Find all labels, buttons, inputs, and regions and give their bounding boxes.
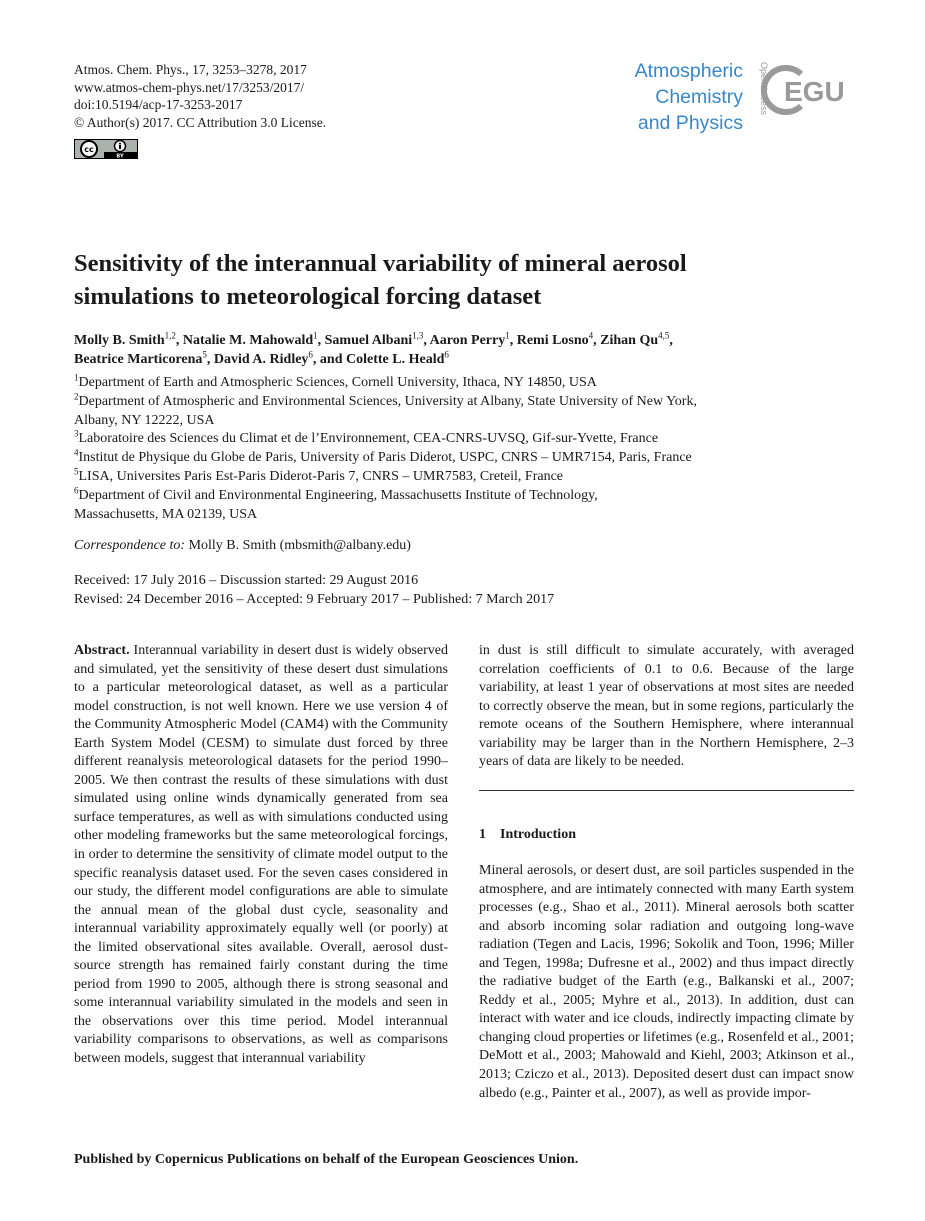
affiliation-1 [74, 374, 864, 393]
author-separator: , [423, 333, 430, 348]
author-name: Molly B. Smith [74, 333, 165, 348]
author-affil-sup: 6 [444, 349, 449, 360]
affiliation-number: 4 [74, 447, 79, 458]
author-line1 [74, 331, 864, 350]
author-name: Zihan Qu [600, 333, 659, 348]
affiliation-number: 3 [74, 428, 79, 439]
author-name: Samuel Albani [324, 333, 413, 348]
egu-text: EGU [784, 76, 845, 107]
abstract-text: Interannual variability in desert dust is widely observed and simulated, yet the sensitivity of these desert dust simulations to a particular meteorological dataset, as well as a particular model construction, is not well known. Here we use version 4 of the Community Atmospheric Model (CAM4) with the Community Earth System Model (CESM) to simulate dust forced by three different reanalysis meteorological datasets for the period 1990–2005. We then contrast the results of these simulations with dust simulated using online winds dynamically generated from sea surface temperatures, as well as with simulations conducted using other modeling frameworks but the same meteorological forcings, in order to determine the sensitivity of climate model output to the specific reanalysis dataset used. For the seven cases considered in our study, the different model configurations are able to simulate the annual mean of the global dust cycle, seasonality and interannual variability approximately equally well (or poorly) at the limited observational sites available. Overall, aerosol dust-source strength has remained fairly constant during the time period from 1990 to 2005, although there is strong seasonal and some interannual variability simulated in the models and seen in the observations over this time period. Model interannual variability comparisons to observations, as well as comparisons between models, suggest that interannual variability [74, 643, 448, 1067]
abstract [74, 642, 448, 1069]
author-name: David A. Ridley [213, 352, 309, 367]
citation-block [74, 61, 326, 131]
publisher-footer: Published by Copernicus Publications on behalf of the European Geosciences Union. [74, 1152, 579, 1167]
author-name: Beatrice Marticorena [74, 352, 203, 367]
dates-line1: Received: 17 July 2016 – Discussion started: 29 August 2016 [74, 573, 419, 588]
affiliation-number: 5 [74, 466, 79, 477]
citation-journal: Atmos. Chem. Phys., 17, 3253–3278, 2017 [74, 62, 307, 77]
affiliation-2-cont: Albany, NY 12222, USA [74, 412, 215, 428]
title-line2: simulations to meteorological forcing dataset [74, 283, 542, 310]
affiliation-3 [74, 430, 864, 449]
affiliation-text: Institut de Physique du Globe de Paris, University of Paris Diderot, USPC, CNRS – UMR7154, Paris, France [78, 450, 692, 466]
affiliation-5 [74, 468, 864, 487]
author-affil-sup: 1,2 [164, 330, 176, 341]
author-name: Aaron Perry [429, 333, 506, 348]
author-separator: , [593, 333, 601, 348]
affiliation-2 [74, 393, 864, 412]
section-divider [479, 790, 854, 791]
cc-badge-label: cc [84, 145, 94, 154]
egu-logo-icon[interactable] [770, 60, 856, 120]
author-affil-sup: 1 [313, 330, 318, 341]
affiliation-6 [74, 487, 864, 506]
paper-title [74, 247, 854, 313]
section-title: Introduction [500, 827, 576, 842]
abstract-paragraph [74, 642, 448, 1069]
publication-dates [74, 572, 554, 609]
author-affil-sup: 5 [202, 349, 207, 360]
correspondence-label: Correspondence to: [74, 538, 186, 553]
journal-name-line3: and Physics [637, 112, 743, 134]
citation-url[interactable]: www.atmos-chem-phys.net/17/3253/2017/ [74, 79, 305, 95]
section-number: 1 [479, 827, 486, 842]
journal-name-line1: Atmospheric [634, 60, 743, 82]
cc-by-license-icon[interactable] [74, 139, 138, 159]
journal-name[interactable] [635, 58, 743, 136]
dates-line2: Revised: 24 December 2016 – Accepted: 9 February 2017 – Published: 7 March 2017 [74, 591, 555, 607]
affiliation-6-cont: Massachusetts, MA 02139, USA [74, 506, 258, 522]
author-name: Remi Losno [516, 333, 589, 348]
affiliation-text: Department of Atmospheric and Environmental Sciences, University at Albany, State University of New York, [78, 393, 697, 409]
author-affil-sup: 1,3 [412, 330, 424, 341]
author-separator: , [509, 333, 517, 348]
abstract-label: Abstract. [74, 643, 130, 658]
journal-name-line2: Chemistry [655, 86, 743, 108]
author-affil-sup: 1 [505, 330, 510, 341]
affiliation-number: 1 [74, 372, 79, 383]
author-separator: , [175, 333, 183, 348]
abstract-continued-text: in dust is still difficult to simulate accurately, with averaged correlation coefficients of 0.1 to 0.6. Because of the large variability, at least 1 year of observations at most sites are needed to correctly observe the mean, but in some regions, particularly the remote oceans of the Southern Hemisphere, where interannual variability may be larger than in the Northern Hemisphere, 2–3 years of data are likely to be needed. [479, 643, 854, 770]
author-separator: , and [312, 352, 346, 367]
affiliation-4 [74, 449, 864, 468]
author-separator: , [317, 333, 325, 348]
section-heading-introduction [479, 827, 576, 843]
author-name: Colette L. Heald [346, 352, 445, 367]
introduction-paragraph: Mineral aerosols, or desert dust, are soil particles suspended in the atmosphere, and are intimately connected with many Earth system processes (e.g., Shao et al., 2011). Mineral aerosols both scatter and absorb incoming solar radiation and outgoing long-wave radiation (Tegen and Lacis, 1996; Sokolik and Toon, 1996; Miller and Tegen, 1998a; Dufresne et al., 2002) and thus impact directly the radiative budget of the Earth (e.g., Balkanski et al., 2007; Reddy et al., 2005; Myhre et al., 2013). In addition, dust can interact with water and ice clouds, indirectly impacting climate by changing cloud properties or lifetimes (e.g., Rosenfeld et al., 2001; DeMott et al., 2003; Mahowald and Kiehl, 2003; Atkinson et al., 2013; Cziczo et al., 2013). Deposited desert dust can impact snow albedo (e.g., Painter et al., 2007), as well as provide impor- [479, 863, 854, 1101]
by-badge-label: BY [116, 153, 124, 160]
affiliation-list [74, 374, 864, 524]
correspondence-contact[interactable]: Molly B. Smith (mbsmith@albany.edu) [185, 538, 411, 553]
introduction-body [479, 862, 854, 1103]
affiliation-text: Department of Earth and Atmospheric Sciences, Cornell University, Ithaca, NY 14850, USA [78, 375, 597, 390]
affiliation-text: Laboratoire des Sciences du Climat et de l’Environnement, CEA-CNRS-UVSQ, Gif-sur-Yvette, France [78, 431, 659, 447]
affiliation-text: LISA, Universites Paris Est-Paris Diderot-Paris 7, CNRS – UMR7583, Creteil, France [78, 468, 564, 484]
author-line2 [74, 350, 864, 369]
affiliation-text: Department of Civil and Environmental Engineering, Massachusetts Institute of Technology, [78, 487, 598, 503]
open-access-text: Open Access [759, 62, 769, 116]
abstract-continued [479, 642, 854, 772]
citation-license: © Author(s) 2017. CC Attribution 3.0 License. [74, 114, 327, 130]
citation-doi[interactable]: doi:10.5194/acp-17-3253-2017 [74, 97, 243, 112]
author-affil-sup: 4 [588, 330, 594, 341]
title-line1: Sensitivity of the interannual variability of mineral aerosol [74, 250, 687, 277]
author-affil-sup: 4,5 [658, 330, 670, 341]
author-separator: , [669, 333, 673, 348]
affiliation-number: 6 [74, 485, 79, 496]
author-affil-sup: 6 [308, 349, 313, 360]
author-separator: , [206, 352, 214, 367]
affiliation-number: 2 [74, 391, 79, 402]
author-name: Natalie M. Mahowald [182, 333, 314, 348]
author-list [74, 331, 864, 369]
correspondence [74, 538, 411, 554]
